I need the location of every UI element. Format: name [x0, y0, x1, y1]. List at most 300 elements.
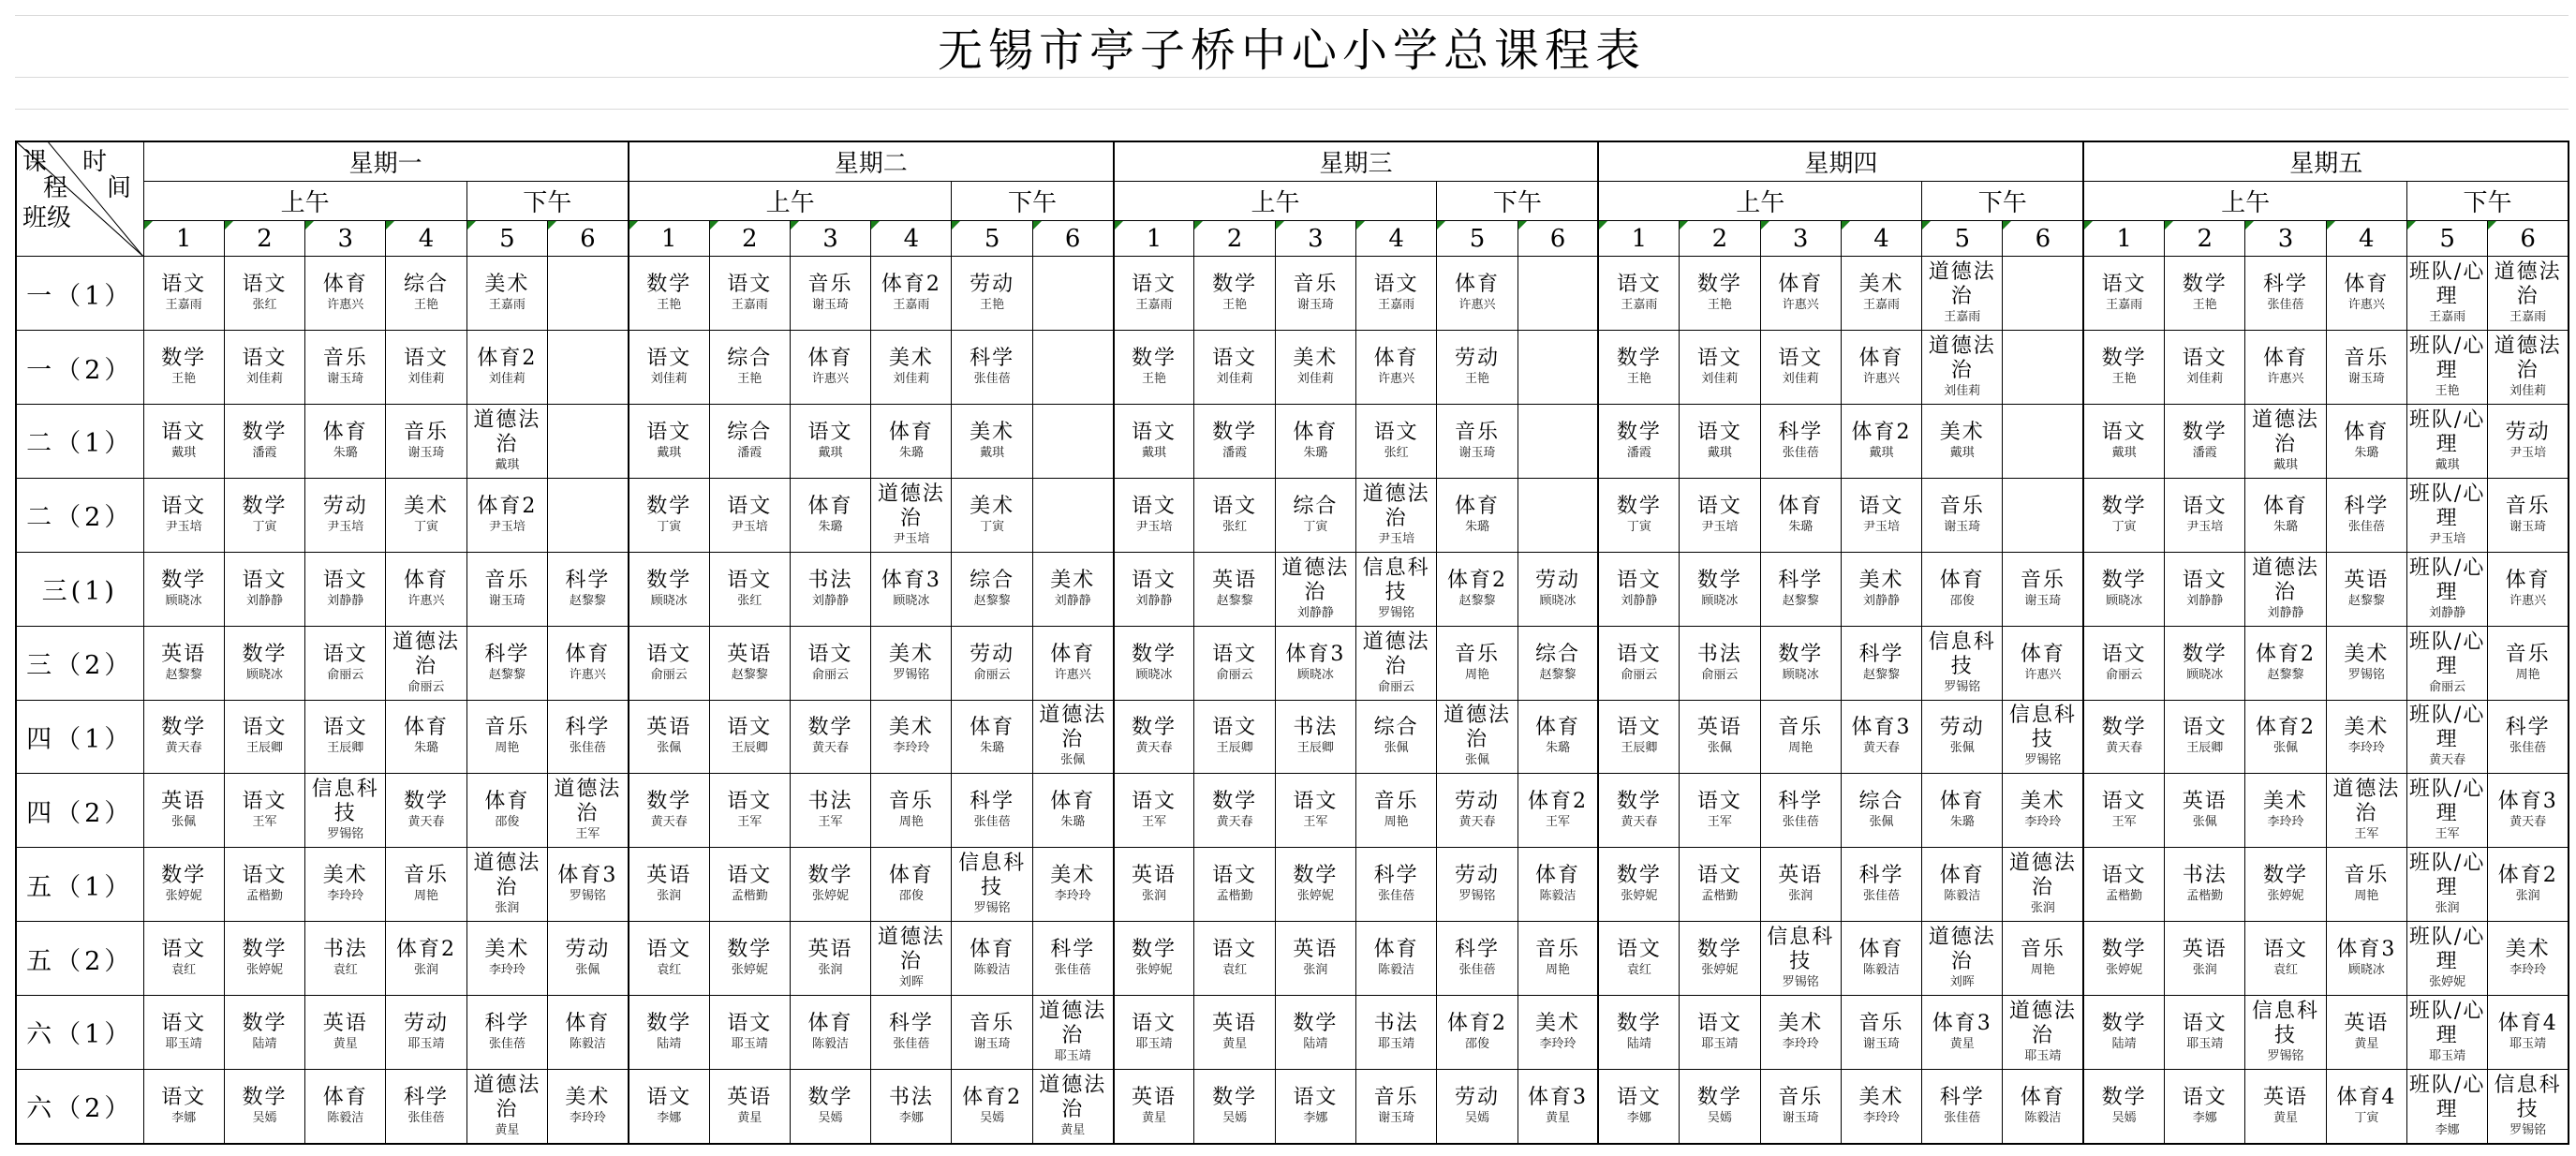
lesson-cell[interactable]: [1275, 848, 1355, 922]
lesson-cell[interactable]: [466, 996, 547, 1070]
lesson-cell[interactable]: [1032, 848, 1113, 922]
lesson-cell[interactable]: [1680, 848, 1760, 922]
lesson-cell[interactable]: [547, 700, 628, 774]
lesson-cell[interactable]: [2083, 552, 2164, 626]
lesson-cell[interactable]: [2488, 922, 2569, 996]
lesson-cell[interactable]: [1194, 774, 1275, 848]
lesson-cell[interactable]: [466, 774, 547, 848]
lesson-cell[interactable]: [386, 1069, 466, 1144]
lesson-cell[interactable]: [629, 405, 709, 479]
lesson-cell[interactable]: [1841, 700, 1921, 774]
lesson-cell[interactable]: [2003, 996, 2083, 1070]
lesson-cell[interactable]: [1275, 996, 1355, 1070]
lesson-cell[interactable]: [952, 331, 1032, 405]
lesson-cell[interactable]: [1356, 922, 1437, 996]
lesson-cell[interactable]: [871, 996, 952, 1070]
lesson-cell[interactable]: [1760, 626, 1841, 700]
lesson-cell[interactable]: [1437, 922, 1517, 996]
lesson-cell[interactable]: [1032, 700, 1113, 774]
lesson-cell[interactable]: [952, 1069, 1032, 1144]
lesson-cell[interactable]: [1437, 626, 1517, 700]
lesson-cell[interactable]: [2245, 331, 2326, 405]
lesson-cell[interactable]: [1841, 626, 1921, 700]
lesson-cell[interactable]: [2488, 552, 2569, 626]
lesson-cell[interactable]: [466, 405, 547, 479]
lesson-cell[interactable]: [1275, 626, 1355, 700]
lesson-cell[interactable]: [871, 478, 952, 552]
lesson-cell[interactable]: [709, 996, 790, 1070]
lesson-cell[interactable]: [790, 996, 870, 1070]
lesson-cell[interactable]: [547, 626, 628, 700]
lesson-cell[interactable]: [1598, 700, 1679, 774]
lesson-cell[interactable]: [2406, 478, 2487, 552]
lesson-cell[interactable]: [952, 774, 1032, 848]
lesson-cell[interactable]: [2488, 331, 2569, 405]
lesson-cell[interactable]: [1275, 552, 1355, 626]
lesson-cell[interactable]: [1114, 257, 1194, 331]
lesson-cell[interactable]: [1841, 257, 1921, 331]
lesson-cell[interactable]: [2245, 996, 2326, 1070]
lesson-cell[interactable]: [629, 700, 709, 774]
lesson-cell[interactable]: [1598, 848, 1679, 922]
lesson-cell[interactable]: [305, 1069, 386, 1144]
lesson-cell[interactable]: [547, 405, 628, 479]
lesson-cell[interactable]: [1032, 478, 1113, 552]
lesson-cell[interactable]: [1841, 1069, 1921, 1144]
lesson-cell[interactable]: [466, 331, 547, 405]
lesson-cell[interactable]: [790, 478, 870, 552]
lesson-cell[interactable]: [1437, 848, 1517, 922]
lesson-cell[interactable]: [1437, 331, 1517, 405]
lesson-cell[interactable]: [143, 552, 224, 626]
lesson-cell[interactable]: [1194, 552, 1275, 626]
lesson-cell[interactable]: [466, 700, 547, 774]
lesson-cell[interactable]: [466, 626, 547, 700]
lesson-cell[interactable]: [1032, 1069, 1113, 1144]
lesson-cell[interactable]: [547, 848, 628, 922]
lesson-cell[interactable]: [1760, 774, 1841, 848]
lesson-cell[interactable]: [1922, 700, 2003, 774]
lesson-cell[interactable]: [1437, 774, 1517, 848]
lesson-cell[interactable]: [143, 405, 224, 479]
lesson-cell[interactable]: [2406, 331, 2487, 405]
lesson-cell[interactable]: [386, 478, 466, 552]
lesson-cell[interactable]: [1114, 848, 1194, 922]
lesson-cell[interactable]: [1598, 257, 1679, 331]
lesson-cell[interactable]: [2488, 405, 2569, 479]
lesson-cell[interactable]: [143, 996, 224, 1070]
lesson-cell[interactable]: [1114, 700, 1194, 774]
lesson-cell[interactable]: [1841, 405, 1921, 479]
lesson-cell[interactable]: [1922, 848, 2003, 922]
lesson-cell[interactable]: [143, 922, 224, 996]
lesson-cell[interactable]: [1114, 774, 1194, 848]
lesson-cell[interactable]: [2165, 405, 2245, 479]
lesson-cell[interactable]: [1032, 405, 1113, 479]
lesson-cell[interactable]: [547, 331, 628, 405]
lesson-cell[interactable]: [871, 552, 952, 626]
lesson-cell[interactable]: [1032, 331, 1113, 405]
lesson-cell[interactable]: [2245, 922, 2326, 996]
lesson-cell[interactable]: [305, 626, 386, 700]
lesson-cell[interactable]: [305, 552, 386, 626]
lesson-cell[interactable]: [1680, 1069, 1760, 1144]
lesson-cell[interactable]: [466, 848, 547, 922]
lesson-cell[interactable]: [871, 774, 952, 848]
lesson-cell[interactable]: [2245, 405, 2326, 479]
lesson-cell[interactable]: [871, 257, 952, 331]
lesson-cell[interactable]: [2003, 848, 2083, 922]
lesson-cell[interactable]: [952, 405, 1032, 479]
lesson-cell[interactable]: [1437, 996, 1517, 1070]
lesson-cell[interactable]: [143, 700, 224, 774]
lesson-cell[interactable]: [386, 848, 466, 922]
lesson-cell[interactable]: [1356, 1069, 1437, 1144]
lesson-cell[interactable]: [1194, 331, 1275, 405]
lesson-cell[interactable]: [143, 257, 224, 331]
lesson-cell[interactable]: [2245, 257, 2326, 331]
lesson-cell[interactable]: [1275, 405, 1355, 479]
lesson-cell[interactable]: [1841, 774, 1921, 848]
lesson-cell[interactable]: [1114, 1069, 1194, 1144]
lesson-cell[interactable]: [547, 774, 628, 848]
lesson-cell[interactable]: [1356, 331, 1437, 405]
lesson-cell[interactable]: [1841, 848, 1921, 922]
lesson-cell[interactable]: [386, 996, 466, 1070]
lesson-cell[interactable]: [224, 996, 304, 1070]
lesson-cell[interactable]: [1760, 848, 1841, 922]
lesson-cell[interactable]: [1356, 996, 1437, 1070]
lesson-cell[interactable]: [1114, 922, 1194, 996]
lesson-cell[interactable]: [1922, 257, 2003, 331]
lesson-cell[interactable]: [1680, 774, 1760, 848]
lesson-cell[interactable]: [790, 626, 870, 700]
lesson-cell[interactable]: [1194, 405, 1275, 479]
lesson-cell[interactable]: [1114, 405, 1194, 479]
lesson-cell[interactable]: [2245, 700, 2326, 774]
lesson-cell[interactable]: [1517, 478, 1598, 552]
lesson-cell[interactable]: [1517, 1069, 1598, 1144]
lesson-cell[interactable]: [143, 848, 224, 922]
lesson-cell[interactable]: [2406, 996, 2487, 1070]
lesson-cell[interactable]: [143, 1069, 224, 1144]
lesson-cell[interactable]: [1517, 700, 1598, 774]
lesson-cell[interactable]: [1194, 996, 1275, 1070]
lesson-cell[interactable]: [305, 922, 386, 996]
lesson-cell[interactable]: [143, 626, 224, 700]
lesson-cell[interactable]: [1680, 996, 1760, 1070]
lesson-cell[interactable]: [1275, 922, 1355, 996]
lesson-cell[interactable]: [790, 1069, 870, 1144]
lesson-cell[interactable]: [790, 922, 870, 996]
lesson-cell[interactable]: [709, 626, 790, 700]
lesson-cell[interactable]: [1680, 405, 1760, 479]
lesson-cell[interactable]: [2406, 774, 2487, 848]
lesson-cell[interactable]: [1032, 257, 1113, 331]
lesson-cell[interactable]: [1517, 257, 1598, 331]
lesson-cell[interactable]: [1760, 478, 1841, 552]
lesson-cell[interactable]: [1356, 478, 1437, 552]
lesson-cell[interactable]: [2326, 478, 2406, 552]
lesson-cell[interactable]: [143, 774, 224, 848]
lesson-cell[interactable]: [2165, 552, 2245, 626]
lesson-cell[interactable]: [2083, 405, 2164, 479]
lesson-cell[interactable]: [2003, 478, 2083, 552]
lesson-cell[interactable]: [1194, 848, 1275, 922]
lesson-cell[interactable]: [1437, 257, 1517, 331]
lesson-cell[interactable]: [2406, 700, 2487, 774]
lesson-cell[interactable]: [466, 478, 547, 552]
lesson-cell[interactable]: [1114, 331, 1194, 405]
lesson-cell[interactable]: [2165, 922, 2245, 996]
lesson-cell[interactable]: [224, 257, 304, 331]
lesson-cell[interactable]: [2083, 626, 2164, 700]
lesson-cell[interactable]: [1356, 257, 1437, 331]
lesson-cell[interactable]: [1032, 922, 1113, 996]
lesson-cell[interactable]: [1275, 478, 1355, 552]
lesson-cell[interactable]: [2326, 552, 2406, 626]
lesson-cell[interactable]: [2245, 1069, 2326, 1144]
lesson-cell[interactable]: [1517, 774, 1598, 848]
lesson-cell[interactable]: [629, 478, 709, 552]
lesson-cell[interactable]: [1356, 774, 1437, 848]
lesson-cell[interactable]: [2083, 922, 2164, 996]
lesson-cell[interactable]: [952, 626, 1032, 700]
lesson-cell[interactable]: [1517, 626, 1598, 700]
lesson-cell[interactable]: [1598, 922, 1679, 996]
lesson-cell[interactable]: [1517, 848, 1598, 922]
lesson-cell[interactable]: [547, 922, 628, 996]
lesson-cell[interactable]: [709, 774, 790, 848]
lesson-cell[interactable]: [1760, 700, 1841, 774]
lesson-cell[interactable]: [305, 700, 386, 774]
lesson-cell[interactable]: [1598, 552, 1679, 626]
lesson-cell[interactable]: [224, 922, 304, 996]
lesson-cell[interactable]: [2083, 774, 2164, 848]
lesson-cell[interactable]: [1114, 996, 1194, 1070]
lesson-cell[interactable]: [1922, 405, 2003, 479]
lesson-cell[interactable]: [2165, 257, 2245, 331]
lesson-cell[interactable]: [1598, 1069, 1679, 1144]
lesson-cell[interactable]: [386, 331, 466, 405]
lesson-cell[interactable]: [2245, 774, 2326, 848]
lesson-cell[interactable]: [2406, 626, 2487, 700]
lesson-cell[interactable]: [466, 552, 547, 626]
lesson-cell[interactable]: [709, 700, 790, 774]
lesson-cell[interactable]: [2406, 257, 2487, 331]
lesson-cell[interactable]: [386, 405, 466, 479]
lesson-cell[interactable]: [1114, 478, 1194, 552]
lesson-cell[interactable]: [1275, 1069, 1355, 1144]
lesson-cell[interactable]: [2003, 257, 2083, 331]
lesson-cell[interactable]: [629, 848, 709, 922]
lesson-cell[interactable]: [305, 405, 386, 479]
lesson-cell[interactable]: [952, 700, 1032, 774]
lesson-cell[interactable]: [2326, 257, 2406, 331]
lesson-cell[interactable]: [2326, 700, 2406, 774]
lesson-cell[interactable]: [1275, 331, 1355, 405]
lesson-cell[interactable]: [2488, 996, 2569, 1070]
lesson-cell[interactable]: [1841, 478, 1921, 552]
lesson-cell[interactable]: [2406, 1069, 2487, 1144]
lesson-cell[interactable]: [1032, 552, 1113, 626]
lesson-cell[interactable]: [871, 331, 952, 405]
lesson-cell[interactable]: [790, 552, 870, 626]
lesson-cell[interactable]: [1275, 257, 1355, 331]
lesson-cell[interactable]: [1680, 331, 1760, 405]
lesson-cell[interactable]: [2406, 405, 2487, 479]
lesson-cell[interactable]: [305, 331, 386, 405]
lesson-cell[interactable]: [2488, 700, 2569, 774]
lesson-cell[interactable]: [1841, 922, 1921, 996]
lesson-cell[interactable]: [2165, 848, 2245, 922]
lesson-cell[interactable]: [709, 848, 790, 922]
lesson-cell[interactable]: [790, 774, 870, 848]
lesson-cell[interactable]: [2003, 1069, 2083, 1144]
lesson-cell[interactable]: [2488, 478, 2569, 552]
lesson-cell[interactable]: [1356, 405, 1437, 479]
lesson-cell[interactable]: [952, 552, 1032, 626]
lesson-cell[interactable]: [629, 552, 709, 626]
lesson-cell[interactable]: [1598, 331, 1679, 405]
lesson-cell[interactable]: [2003, 626, 2083, 700]
lesson-cell[interactable]: [2326, 848, 2406, 922]
lesson-cell[interactable]: [1194, 257, 1275, 331]
lesson-cell[interactable]: [2245, 552, 2326, 626]
lesson-cell[interactable]: [709, 478, 790, 552]
lesson-cell[interactable]: [224, 552, 304, 626]
lesson-cell[interactable]: [1437, 552, 1517, 626]
lesson-cell[interactable]: [2083, 478, 2164, 552]
lesson-cell[interactable]: [1680, 552, 1760, 626]
lesson-cell[interactable]: [629, 774, 709, 848]
lesson-cell[interactable]: [1032, 626, 1113, 700]
lesson-cell[interactable]: [790, 257, 870, 331]
lesson-cell[interactable]: [386, 922, 466, 996]
lesson-cell[interactable]: [386, 774, 466, 848]
lesson-cell[interactable]: [871, 405, 952, 479]
lesson-cell[interactable]: [1922, 996, 2003, 1070]
lesson-cell[interactable]: [952, 257, 1032, 331]
lesson-cell[interactable]: [224, 405, 304, 479]
lesson-cell[interactable]: [2326, 996, 2406, 1070]
lesson-cell[interactable]: [1437, 700, 1517, 774]
lesson-cell[interactable]: [466, 922, 547, 996]
lesson-cell[interactable]: [386, 626, 466, 700]
lesson-cell[interactable]: [224, 700, 304, 774]
lesson-cell[interactable]: [2406, 848, 2487, 922]
lesson-cell[interactable]: [1517, 331, 1598, 405]
lesson-cell[interactable]: [1922, 331, 2003, 405]
lesson-cell[interactable]: [1275, 774, 1355, 848]
lesson-cell[interactable]: [1517, 922, 1598, 996]
lesson-cell[interactable]: [1760, 996, 1841, 1070]
lesson-cell[interactable]: [2165, 774, 2245, 848]
lesson-cell[interactable]: [2083, 848, 2164, 922]
lesson-cell[interactable]: [1194, 478, 1275, 552]
lesson-cell[interactable]: [2326, 1069, 2406, 1144]
lesson-cell[interactable]: [2406, 552, 2487, 626]
lesson-cell[interactable]: [629, 1069, 709, 1144]
lesson-cell[interactable]: [386, 257, 466, 331]
lesson-cell[interactable]: [790, 405, 870, 479]
lesson-cell[interactable]: [2003, 774, 2083, 848]
lesson-cell[interactable]: [1032, 774, 1113, 848]
lesson-cell[interactable]: [871, 626, 952, 700]
lesson-cell[interactable]: [386, 552, 466, 626]
lesson-cell[interactable]: [1680, 478, 1760, 552]
lesson-cell[interactable]: [1760, 405, 1841, 479]
lesson-cell[interactable]: [2165, 700, 2245, 774]
lesson-cell[interactable]: [2083, 257, 2164, 331]
lesson-cell[interactable]: [547, 257, 628, 331]
lesson-cell[interactable]: [1760, 552, 1841, 626]
lesson-cell[interactable]: [1194, 700, 1275, 774]
lesson-cell[interactable]: [224, 848, 304, 922]
lesson-cell[interactable]: [2083, 700, 2164, 774]
lesson-cell[interactable]: [2245, 626, 2326, 700]
lesson-cell[interactable]: [1922, 1069, 2003, 1144]
lesson-cell[interactable]: [1598, 478, 1679, 552]
lesson-cell[interactable]: [1114, 626, 1194, 700]
lesson-cell[interactable]: [2165, 626, 2245, 700]
lesson-cell[interactable]: [143, 478, 224, 552]
lesson-cell[interactable]: [709, 331, 790, 405]
lesson-cell[interactable]: [1922, 626, 2003, 700]
lesson-cell[interactable]: [629, 257, 709, 331]
lesson-cell[interactable]: [1194, 922, 1275, 996]
lesson-cell[interactable]: [1032, 996, 1113, 1070]
lesson-cell[interactable]: [2488, 848, 2569, 922]
lesson-cell[interactable]: [629, 922, 709, 996]
lesson-cell[interactable]: [224, 1069, 304, 1144]
lesson-cell[interactable]: [1841, 552, 1921, 626]
lesson-cell[interactable]: [2083, 331, 2164, 405]
lesson-cell[interactable]: [2003, 331, 2083, 405]
lesson-cell[interactable]: [2003, 700, 2083, 774]
lesson-cell[interactable]: [224, 478, 304, 552]
lesson-cell[interactable]: [952, 848, 1032, 922]
lesson-cell[interactable]: [2406, 922, 2487, 996]
lesson-cell[interactable]: [629, 331, 709, 405]
lesson-cell[interactable]: [1680, 700, 1760, 774]
lesson-cell[interactable]: [305, 774, 386, 848]
lesson-cell[interactable]: [1356, 700, 1437, 774]
lesson-cell[interactable]: [143, 331, 224, 405]
lesson-cell[interactable]: [547, 996, 628, 1070]
lesson-cell[interactable]: [305, 478, 386, 552]
lesson-cell[interactable]: [1356, 848, 1437, 922]
lesson-cell[interactable]: [1356, 626, 1437, 700]
lesson-cell[interactable]: [1922, 774, 2003, 848]
lesson-cell[interactable]: [2165, 1069, 2245, 1144]
lesson-cell[interactable]: [1680, 922, 1760, 996]
lesson-cell[interactable]: [871, 700, 952, 774]
lesson-cell[interactable]: [2245, 848, 2326, 922]
lesson-cell[interactable]: [1275, 700, 1355, 774]
lesson-cell[interactable]: [2326, 331, 2406, 405]
lesson-cell[interactable]: [790, 700, 870, 774]
lesson-cell[interactable]: [1437, 478, 1517, 552]
lesson-cell[interactable]: [871, 922, 952, 996]
lesson-cell[interactable]: [1437, 1069, 1517, 1144]
lesson-cell[interactable]: [1356, 552, 1437, 626]
lesson-cell[interactable]: [1517, 405, 1598, 479]
lesson-cell[interactable]: [709, 552, 790, 626]
lesson-cell[interactable]: [871, 1069, 952, 1144]
lesson-cell[interactable]: [952, 996, 1032, 1070]
lesson-cell[interactable]: [1760, 331, 1841, 405]
